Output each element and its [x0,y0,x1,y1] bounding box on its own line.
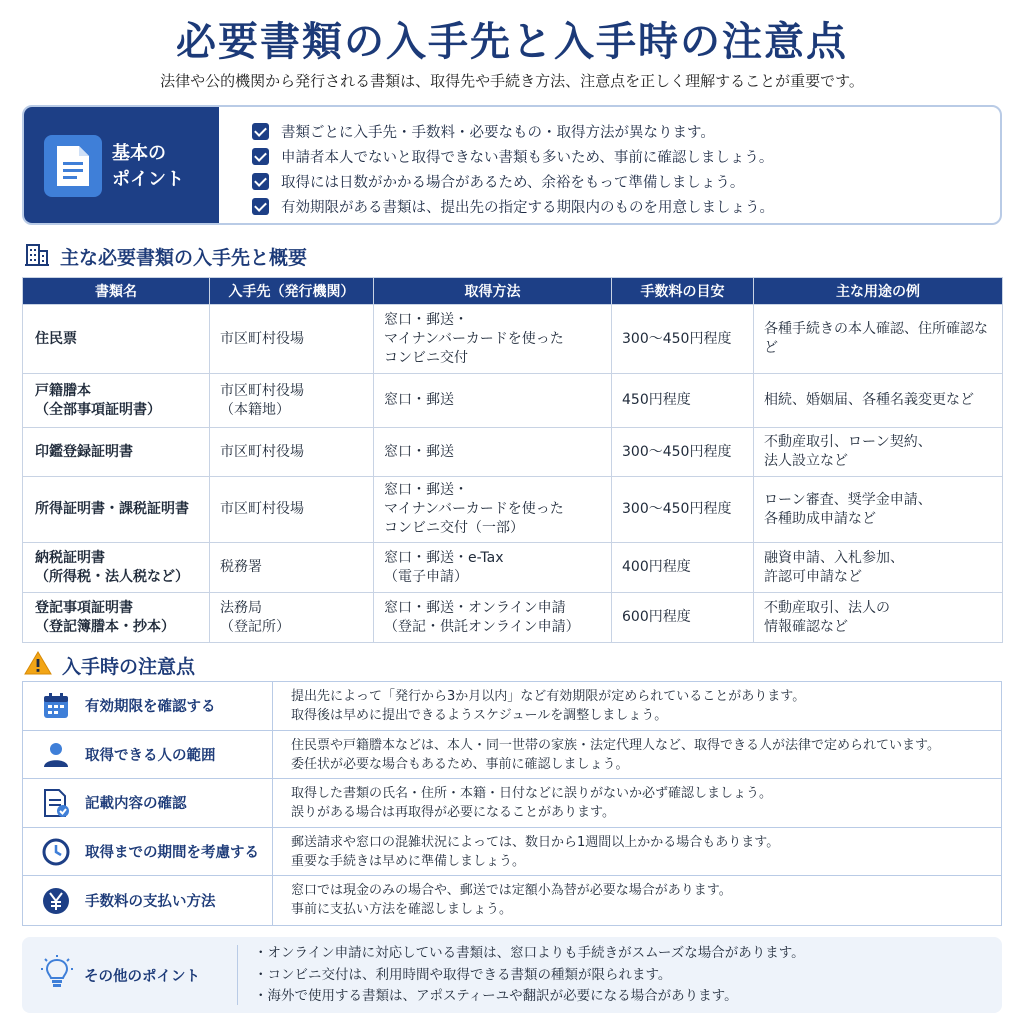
checkbox-icon [252,148,269,165]
table-row [23,477,1003,543]
table-cell: 市区町村役場 [210,305,374,374]
list-item: ・コンビニ交付は、利用時間や取得できる書類の種類が限られます。 [254,966,672,983]
other-points-box [22,937,1002,1013]
document-icon [44,135,102,197]
caution-text: 窓口では現金のみの場合や、郵送では定額小為替が必要な場合があります。 事前に支払い方法を確認しましょう。 [291,883,732,918]
table-cell: 市区町村役場 （本籍地） [210,374,374,428]
list-item: ・オンライン申請に対応している書類は、窓口よりも手続きがスムーズな場合があります。 [254,945,805,961]
other-points-label: その他のポイント [84,968,200,985]
basic-point-item: 書類ごとに入手先・手数料・必要なもの・取得方法が異なります。 [252,119,774,144]
table-cell: 市区町村役場 [210,477,374,543]
caution-row [23,779,1001,828]
divider [237,945,238,1005]
table-cell: 納税証明書 （所得税・法人税など） [23,543,210,593]
table-cell: 登記事項証明書 （登記簿謄本・抄本） [23,593,210,643]
table-cell: 600円程度 [612,593,754,643]
caution-label: 取得までの期間を考慮する [85,845,259,862]
column-header: 手数料の目安 [612,278,754,305]
table-cell: 所得証明書・課税証明書 [23,477,210,543]
document-check-icon [41,788,71,818]
checkbox-icon [252,198,269,215]
table-cell: 融資申請、入札参加、 許認可申請など [754,543,1003,593]
warning-icon [24,650,52,681]
table-cell: 市区町村役場 [210,428,374,477]
table-section-title: 主な必要書類の入手先と概要 [24,241,307,272]
table-cell: 300〜450円程度 [612,477,754,543]
documents-table [22,277,1003,643]
table-cell: 窓口・郵送・ マイナンバーカードを使った コンビニ交付（一部） [374,477,612,543]
table-cell: 法務局 （登記所） [210,593,374,643]
table-cell: 300〜450円程度 [612,428,754,477]
other-points-list [254,943,805,1008]
cautions-section-title: 入手時の注意点 [24,650,195,681]
table-cell: 300〜450円程度 [612,305,754,374]
table-row [23,305,1003,374]
cautions-list [22,681,1002,926]
table-cell: 窓口・郵送・e-Tax （電子申請） [374,543,612,593]
basic-points-list [252,119,774,219]
table-header-row [23,278,1003,305]
caution-text: 住民票や戸籍謄本などは、本人・同一世帯の家族・法定代理人など、取得できる人が法律で定められています。 委任状が必要な場合もあるため、事前に確認しましょう。 [291,737,940,772]
caution-text: 郵送請求や窓口の混雑状況によっては、数日から1週間以上かかる場合もあります。 重要な手続きは早めに準備しましょう。 [291,834,780,869]
caution-text: 提出先によって「発行から3か月以内」など有効期限が定められていることがあります。 取得後は早めに提出できるようスケジュールを調整しましょう。 [291,689,806,723]
caution-label: 手数料の支払い方法 [85,894,216,911]
column-header: 入手先（発行機関） [210,278,374,305]
table-row [23,543,1003,593]
basic-point-item: 取得には日数がかかる場合があるため、余裕をもって準備しましょう。 [252,169,774,194]
table-cell: 税務署 [210,543,374,593]
table-cell: 各種手続きの本人確認、住所確認など [754,305,1003,374]
basic-points-box [22,105,1002,225]
table-cell: 相続、婚姻届、各種名義変更など [754,374,1003,428]
table-cell: 不動産取引、法人の 情報確認など [754,593,1003,643]
page-title: 必要書類の入手先と入手時の注意点 [176,19,848,65]
basic-points-header [24,107,219,223]
table-cell: 450円程度 [612,374,754,428]
clock-icon [41,837,71,867]
table-cell: ローン審査、奨学金申請、 各種助成申請など [754,477,1003,543]
table-cell: 印鑑登録証明書 [23,428,210,477]
table-cell: 窓口・郵送 [374,374,612,428]
caution-row [23,828,1001,877]
table-cell: 窓口・郵送・ マイナンバーカードを使った コンビニ交付 [374,305,612,374]
page-subtitle: 法律や公的機関から発行される書類は、取得先や手続き方法、注意点を正しく理解することが重要です。 [160,72,864,90]
calendar-icon [41,691,71,721]
building-icon [24,241,50,272]
caution-text: 取得した書類の氏名・住所・本籍・日付などに誤りがないか必ず確認しましょう。 誤りがある場合は再取得が必要になることがあります。 [291,786,773,821]
caution-row [23,682,1001,731]
caution-row [23,876,1001,925]
table-row [23,374,1003,428]
table-cell: 窓口・郵送・オンライン申請 （登記・供託オンライン申請） [374,593,612,643]
table-row [23,428,1003,477]
list-item: ・海外で使用する書類は、アポスティーユや翻訳が必要になる場合があります。 [254,988,738,1004]
table-cell: 窓口・郵送 [374,428,612,477]
caution-label: 取得できる人の範囲 [85,747,216,764]
table-cell: 住民票 [23,305,210,374]
lightbulb-icon [40,954,74,996]
basic-points-label: 基本の ポイント [112,143,184,190]
basic-point-item: 申請者本人でないと取得できない書類も多いため、事前に確認しましょう。 [252,144,774,169]
table-row [23,593,1003,643]
basic-point-item: 有効期限がある書類は、提出先の指定する期限内のものを用意しましょう。 [252,194,774,219]
caution-label: 記載内容の確認 [85,796,187,813]
checkbox-icon [252,123,269,140]
column-header: 書類名 [23,278,210,305]
table-cell: 不動産取引、ローン契約、 法人設立など [754,428,1003,477]
caution-row [23,731,1001,780]
caution-label: 有効期限を確認する [85,699,216,716]
checkbox-icon [252,173,269,190]
table-cell: 400円程度 [612,543,754,593]
table-cell: 戸籍謄本 （全部事項証明書） [23,374,210,428]
column-header: 取得方法 [374,278,612,305]
person-icon [41,739,71,769]
yen-icon [41,886,71,916]
column-header: 主な用途の例 [754,278,1003,305]
